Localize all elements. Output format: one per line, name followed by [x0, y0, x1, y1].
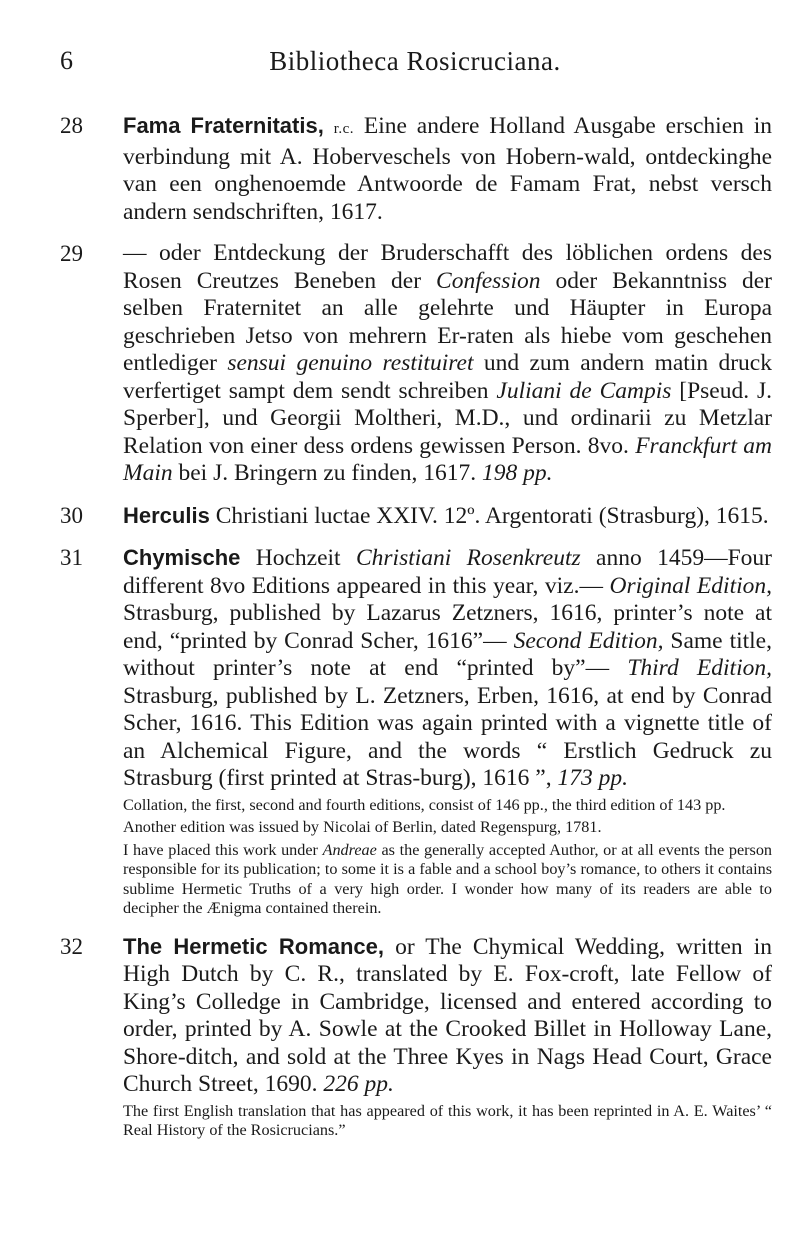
entry-italic: Juliani de Campis [496, 377, 672, 404]
entry-number: 30 [60, 502, 83, 528]
entry-italic: Original Edition, [609, 572, 772, 599]
entry-note [123, 841, 772, 919]
running-title: Bibliotheca Rosicruciana. [269, 46, 561, 76]
entry-number: 29 [60, 241, 83, 266]
entry-text: Strasburg, published by Lazarus Zetzners, 1616, printer’s note at end, “printed by Conrad Scher, 1616”— [123, 600, 772, 654]
entry-number: 31 [60, 545, 83, 570]
entry-text: or The Chymical Wedding, written in High Dutch by C. R., translated by E. Fox-croft, late Fellow of King’s Colledge in Cambridge, licensed and entered according to order, printed by A. Sowle at the Crooked Billet in Holloway Lane, Shore-ditch, and sold at the Three Kyes in Nags Head Court, Grace Church Street, 1690. [123, 933, 772, 1097]
entry-italic: 173 pp. [557, 765, 628, 791]
entry-text: anno 1459—Four different 8vo Editions appeared in this year, viz.— [123, 545, 772, 599]
entry-italic: Franckfurt am Main [123, 432, 772, 486]
entry-lead: Chymische [123, 545, 241, 570]
entry-text: oder Bekanntniss der selben Fraternitet an alle gelehrte und Häupter in Europa geschrieben Jetso von mehrern Er-raten als hiebe vom geschehen entlediger [123, 267, 772, 376]
entry-text: Christiani luctae XXIV. 12º. Argentorati (Strasburg), 1615. [215, 502, 769, 529]
entry-lead: Herculis [123, 502, 210, 528]
entry-lead: Fama Fraternitatis, [123, 113, 324, 138]
entry-text: und zum andern matin druck verfertiget sampt dem sendt schreiben [123, 350, 772, 404]
entry-body [123, 502, 772, 531]
entry-text: — oder Entdeckung der Bruderschafft des löblichen ordens des Rosen Creutzes Beneben der [123, 240, 772, 294]
note-italic: Andreae [322, 840, 377, 859]
entry-note: Collation, the first, second and fourth editions, consist of 146 pp., the third edition of 143 pp. [123, 795, 726, 814]
entry-note: Another edition was issued by Nicolai of Berlin, dated Regenspurg, 1781. [123, 818, 602, 836]
entry-body [123, 240, 772, 488]
entry-italic: 226 pp. [323, 1071, 394, 1097]
page-number: 6 [60, 46, 73, 75]
entry-30 [60, 502, 772, 531]
note-text: as the generally accepted Author, or at all events the person responsible for its publication; to some it is a fable and a school boy’s romance, to others it contains sublime Hermetic Truths of a very high order. I wonder how many of its readers are able to decipher the Ænigma contained therein. [123, 840, 773, 917]
entry-29 [60, 240, 772, 488]
bibliography-entries [60, 112, 772, 1155]
entry-31 [60, 544, 772, 919]
entry-italic: Christiani Rosenkreutz [355, 545, 581, 571]
entry-italic: Confession [436, 267, 541, 294]
entry-number: 32 [60, 933, 83, 959]
entry-text: Strasburg, published by L. Zetzners, Erben, 1616, at end by Conrad Scher, 1616. This Edition was again printed with a vignette title of an Alchemical Figure, and the words “ Erstlich Gedruck zu Strasburg (first printed at Stras-burg), 1616 ”, [123, 682, 772, 791]
entry-text: [Pseud. J. Sperber], und Georgii Moltheri, M.D., und ordinarii zu Metzlar Relation von einer dess ordens gewissen Person. 8vo. [123, 377, 772, 459]
note-text: I have placed this work under [123, 840, 323, 859]
entry-text: Same title, without printer’s note at end “printed by”— [123, 627, 772, 681]
page-header [60, 46, 770, 86]
entry-text: bei J. Bringern zu finden, 1617. [172, 460, 482, 486]
entry-body [123, 933, 772, 1099]
entry-body [123, 112, 772, 226]
entry-italic: 198 pp. [481, 460, 553, 486]
entry-number: 28 [60, 113, 83, 138]
entry-smallcaps: r.c. [333, 121, 355, 137]
entry-italic: sensui genuino restituiret [227, 350, 474, 376]
entry-28 [60, 112, 772, 226]
entry-32 [60, 933, 772, 1141]
entry-italic: Second Edition, [513, 627, 664, 654]
entry-italic: Third Edition, [627, 655, 772, 681]
entry-text: Hochzeit [255, 545, 356, 571]
entry-lead: The Hermetic Romance, [123, 933, 385, 959]
entry-text: Eine andere Holland Ausgabe erschien in verbindung mit A. Hoberveschels von Hobern-wald, ontdeckinghe van een onghenoemde Antwoorde de Famam Frat, nebst versch andern sendschriften, 1617. [123, 113, 773, 225]
entry-note: The first English translation that has appeared of this work, it has been reprinted in A. E. Waites’ “ Real History of the Rosicrucians.” [123, 1101, 772, 1139]
entry-body [123, 544, 772, 793]
